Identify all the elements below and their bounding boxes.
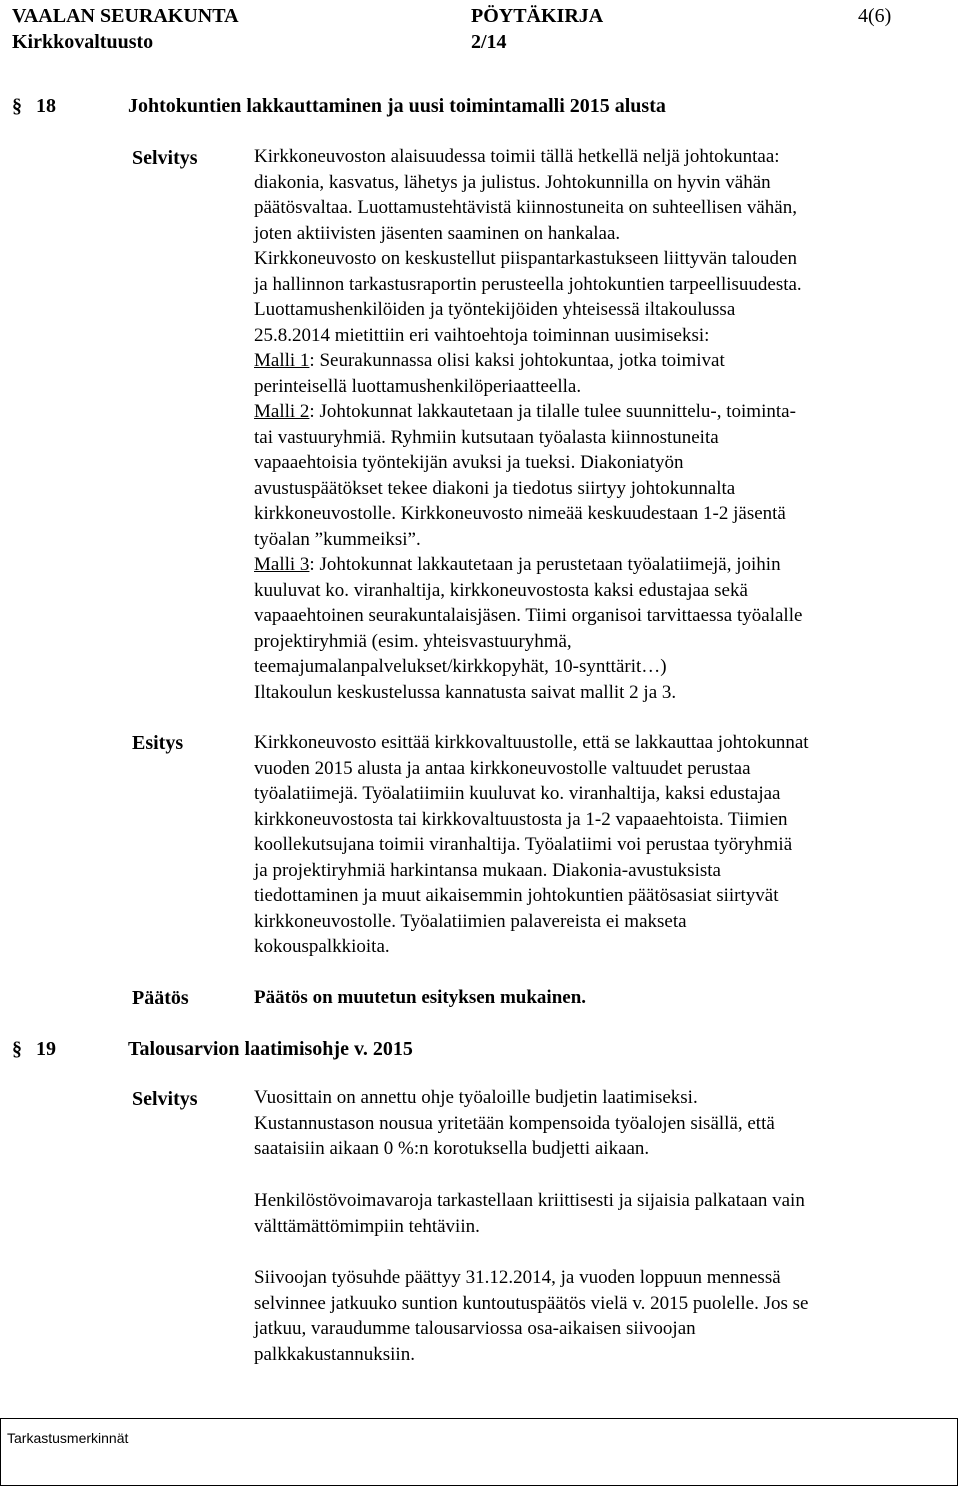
text-line: Kirkkoneuvosto esittää kirkkovaltuustolle, että se lakkauttaa johtokunnat bbox=[254, 732, 809, 753]
text-line: avustuspäätökset tekee diakoni ja tiedotus siirtyy johtokunnalta bbox=[254, 477, 736, 499]
selvitys-text bbox=[254, 144, 914, 705]
selvitys-label: Selvitys bbox=[132, 1088, 198, 1110]
text-line: diakonia, kasvatus, lähetys ja julistus. Johtokunnilla on hyvin vähän bbox=[254, 171, 771, 193]
text-line: vuoden 2015 alusta ja antaa kirkkoneuvostolle valtuudet perustaa bbox=[254, 757, 751, 779]
document-type: PÖYTÄKIRJA bbox=[471, 5, 604, 27]
section-number: 18 bbox=[36, 95, 56, 117]
text-line: saataisiin aikaan 0 %:n korotuksella budjetti aikaan. bbox=[254, 1138, 650, 1159]
text-line: ja hallinnon tarkastusraportin perusteella johtokuntien tarpeellisuudesta. bbox=[254, 273, 802, 295]
text-line: projektiryhmiä (esim. yhteisvastuuryhmä, bbox=[254, 630, 572, 652]
text-line: välttämättömimpiin tehtäviin. bbox=[254, 1215, 480, 1237]
esitys-label: Esitys bbox=[132, 732, 184, 754]
text-line: palkkakustannuksiin. bbox=[254, 1343, 415, 1365]
text-line: työalatiimejä. Työalatiimiin kuuluvat ko. viranhaltija, kaksi edustajaa bbox=[254, 783, 781, 804]
selvitys-paragraph-2 bbox=[254, 1188, 914, 1239]
paatos-text bbox=[254, 985, 914, 1011]
section-number: 19 bbox=[36, 1038, 56, 1060]
text-line: kuuluvat ko. viranhaltija, kirkkoneuvostosta kaksi edustajaa sekä bbox=[254, 579, 748, 601]
section-19-heading bbox=[12, 1037, 413, 1061]
text-line: tiedottaminen ja muut aikaisemmin johtokuntien päätösasiat siirtyvät bbox=[254, 885, 779, 906]
text-line: kirkkoneuvostolle. Kirkkoneuvosto nimeää keskuudestaan 1-2 jäsentä bbox=[254, 503, 786, 524]
malli-1 bbox=[254, 348, 914, 374]
malli-1-label: Malli 1 bbox=[254, 350, 310, 371]
inspection-marks-label: Tarkastusmerkinnät bbox=[7, 1430, 129, 1446]
page-number: 4(6) bbox=[858, 5, 892, 27]
text-line: selvinnee jatkuuko suntion kuntoutuspäätös vielä v. 2015 puolelle. Jos se bbox=[254, 1292, 809, 1314]
section-title: Talousarvion laatimisohje v. 2015 bbox=[128, 1038, 413, 1060]
paatos-label: Päätös bbox=[132, 987, 189, 1009]
section-title: Johtokuntien lakkauttaminen ja uusi toimintamalli 2015 alusta bbox=[128, 95, 666, 117]
organization-name: VAALAN SEURAKUNTA bbox=[12, 5, 239, 27]
text-line: jatkuu, varaudumme talousarviossa osa-aikaisen siivoojan bbox=[254, 1318, 696, 1339]
text-line: Kustannustason nousua yritetään kompensoida työalojen sisällä, että bbox=[254, 1112, 775, 1134]
text-line: : Seurakunnassa olisi kaksi johtokuntaa, jotka toimivat bbox=[309, 350, 725, 371]
meeting-body: Kirkkovaltuusto bbox=[12, 31, 154, 53]
text-line: vapaaehtoisia työntekijän avuksi ja tueksi. Diakoniatyön bbox=[254, 452, 684, 473]
malli-3-label: Malli 3 bbox=[254, 554, 310, 575]
text-line: vapaaehtoinen seurakuntalaisjäsen. Tiimi organisoi tarvittaessa työalalle bbox=[254, 605, 803, 626]
text-line: : Johtokunnat lakkautetaan ja perustetaan työalatiimejä, joihin bbox=[309, 554, 781, 575]
text-line: koollekutsujana toimii viranhaltija. Työalatiimi voi perustaa työryhmiä bbox=[254, 834, 793, 855]
text-line: Siivoojan työsuhde päättyy 31.12.2014, ja vuoden loppuun mennessä bbox=[254, 1267, 781, 1288]
text-line: Vuosittain on annettu ohje työaloille budjetin laatimiseksi. bbox=[254, 1087, 698, 1108]
text-line: 25.8.2014 mietittiin eri vaihtoehtoja toiminnan uusimiseksi: bbox=[254, 324, 710, 346]
text-line: Kirkkoneuvosto on keskustellut piispantarkastukseen liittyvän talouden bbox=[254, 248, 797, 269]
selvitys-paragraph-3 bbox=[254, 1265, 914, 1367]
malli-2-label: Malli 2 bbox=[254, 401, 310, 422]
text-line: Kirkkoneuvoston alaisuudessa toimii tällä hetkellä neljä johtokuntaa: bbox=[254, 146, 780, 167]
text-line: perinteisellä luottamushenkilöperiaatteella. bbox=[254, 375, 582, 397]
malli-3 bbox=[254, 552, 914, 578]
text-line: ja projektiryhmiä harkintansa mukaan. Diakonia-avustuksista bbox=[254, 859, 721, 881]
selvitys-paragraph-1 bbox=[254, 1085, 914, 1162]
section-mark: § bbox=[12, 95, 22, 117]
text-line: Päätös on muutetun esityksen mukainen. bbox=[254, 987, 587, 1008]
text-line: joten aktiivisten jäsenten saaminen on hankalaa. bbox=[254, 222, 621, 244]
text-line: Luottamushenkilöiden ja työntekijöiden yhteisessä iltakoulussa bbox=[254, 299, 736, 320]
text-line: tai vastuuryhmiä. Ryhmiin kutsutaan työalasta kiinnostuneita bbox=[254, 426, 719, 448]
selvitys-label: Selvitys bbox=[132, 147, 198, 169]
text-line: työalan ”kummeiksi”. bbox=[254, 528, 421, 550]
section-18-heading bbox=[12, 94, 666, 118]
text-line: kirkkoneuvostolle. Työalatiimien palavereista ei makseta bbox=[254, 910, 687, 932]
text-line: päätösvaltaa. Luottamustehtävistä kiinnostuneita on suhteellisen vähän, bbox=[254, 197, 797, 218]
meeting-number: 2/14 bbox=[471, 31, 507, 53]
text-line: teemajumalanpalvelukset/kirkkopyhät, 10-synttärit…) bbox=[254, 656, 667, 677]
text-line: Henkilöstövoimavaroja tarkastellaan kriittisesti ja sijaisia palkataan vain bbox=[254, 1190, 805, 1211]
inspection-marks-box bbox=[0, 1418, 958, 1486]
text-line: : Johtokunnat lakkautetaan ja tilalle tulee suunnittelu-, toiminta- bbox=[309, 401, 796, 422]
text-line: kokouspalkkioita. bbox=[254, 936, 390, 957]
text-line: Iltakoulun keskustelussa kannatusta saivat mallit 2 ja 3. bbox=[254, 681, 677, 703]
malli-2 bbox=[254, 399, 914, 425]
section-mark: § bbox=[12, 1038, 22, 1060]
esitys-text bbox=[254, 730, 914, 960]
text-line: kirkkoneuvostosta tai kirkkovaltuustosta ja 1-2 vapaaehtoista. Tiimien bbox=[254, 808, 788, 830]
